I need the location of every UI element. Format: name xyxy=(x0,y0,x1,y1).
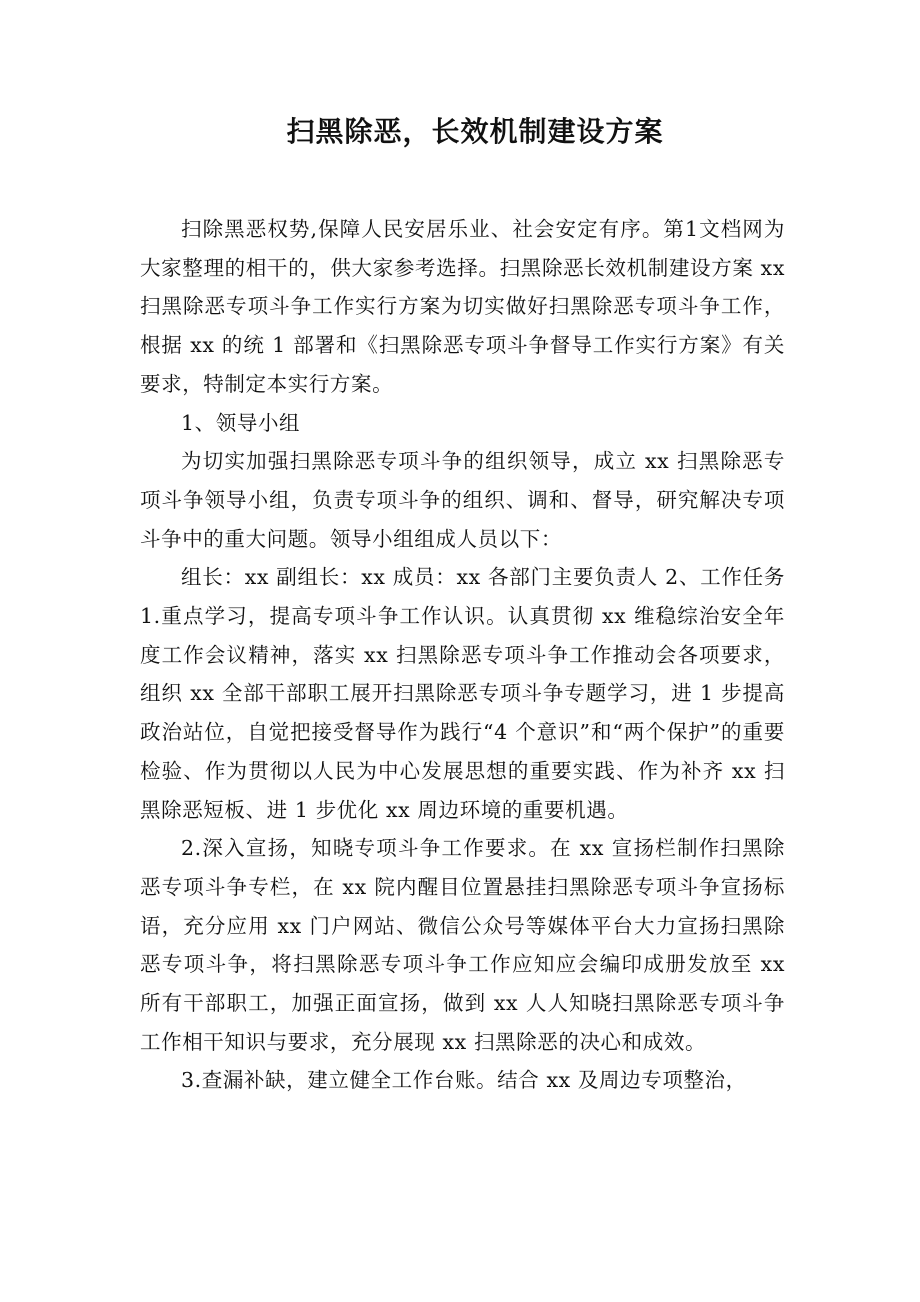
paragraph-task-3: 3.查漏补缺，建立健全工作台账。结合 xx 及周边专项整治， xyxy=(181,1068,747,1093)
paragraph-leadership-group: 为切实加强扫黑除恶专项斗争的组织领导，成立 xx 扫黑除恶专项斗争领导小组，负责专项斗争的组织、调和、督导，研究解决专项斗争中的重大问题。领导小组组成人员以下： xyxy=(140,449,785,551)
paragraph-intro: 扫除黑恶权势,保障人民安居乐业、社会安定有序。第1文档网为大家整理的相干的，供大家参考选择。扫黑除恶长效机制建设方案 xx 扫黑除恶专项斗争工作实行方案为切实做好扫黑除恶专项斗争工作，根据 xx 的统 1 部署和《扫黑除恶专项斗争督导工作实行方案》有关要求，特制定本实行方案。 xyxy=(140,217,785,396)
document-body xyxy=(140,210,785,1100)
document-title: 扫黑除恶，长效机制建设方案 xyxy=(286,115,664,148)
paragraph-task-2: 2.深入宣扬，知晓专项斗争工作要求。在 xx 宣扬栏制作扫黑除恶专项斗争专栏，在 xx 院内醒目位置悬挂扫黑除恶专项斗争宣扬标语，充分应用 xx 门户网站、微信公众号等媒体平台大力宣扬扫黑除恶专项斗争，将扫黑除恶专项斗争工作应知应会编印成册发放至 xx 所有干部职工，加强正面宣扬，做到 xx 人人知晓扫黑除恶专项斗争工作相干知识与要求，充分展现 xx 扫黑除恶的决心和成效。 xyxy=(140,836,785,1054)
paragraph-members-and-task-1: 组长：xx 副组长：xx 成员：xx 各部门主要负责人 2、工作任务 1.重点学习，提高专项斗争工作认识。认真贯彻 xx 维稳综治安全年度工作会议精神，落实 xx 扫黑除恶专项斗争工作推动会各项要求，组织 xx 全部干部职工展开扫黑除恶专项斗争专题学习，进 1 步提高政治站位，自觉把接受督导作为践行“4 个意识”和“两个保护”的重要检验、作为贯彻以人民为中心发展思想的重要实践、作为补齐 xx 扫黑除恶短板、进 1 步优化 xx 周边环境的重要机遇。 xyxy=(140,565,785,822)
paragraph-section-heading: 1、领导小组 xyxy=(181,410,301,435)
